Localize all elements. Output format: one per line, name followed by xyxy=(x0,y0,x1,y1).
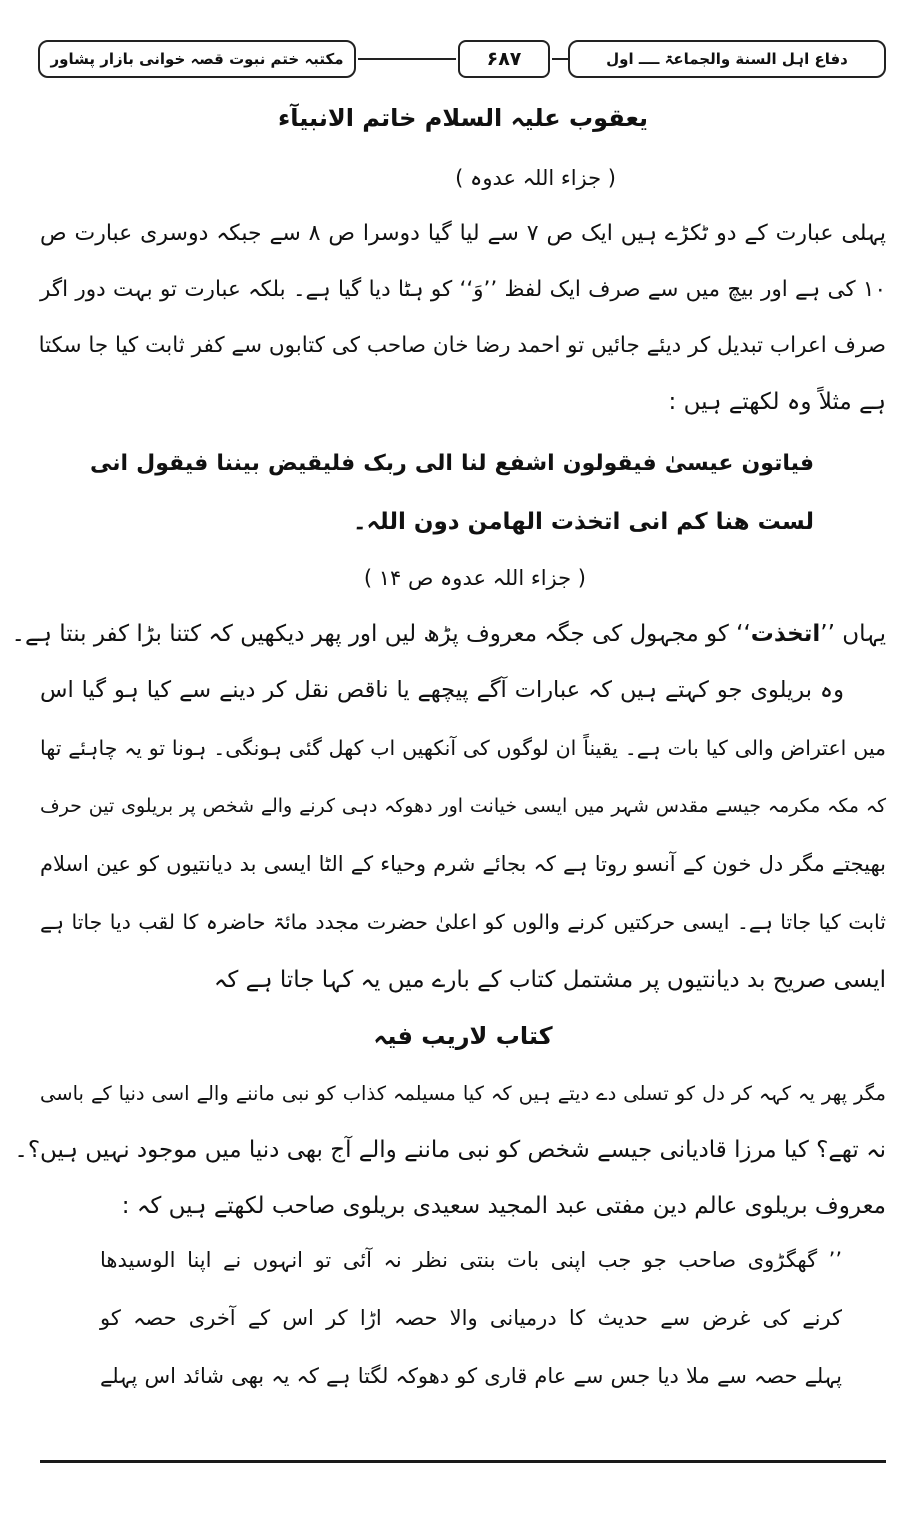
paragraph-line: بھیجتے مگر دل خون کے آنسو روتا ہے کہ بجائے شرم وحیاء کے الٹا ایسی بد دیانتیوں کو عین اسلام xyxy=(40,852,886,876)
reference-citation: ( جزاء اللہ عدوہ ) xyxy=(455,166,616,190)
paragraph-line: وہ بریلوی جو کہتے ہیں کہ عبارات آگے پیچھے یا ناقص نقل کر دینے سے کیا ہو گیا اس xyxy=(40,677,844,703)
paragraph-line: ہے مثلاً وہ لکھتے ہیں : xyxy=(668,389,886,415)
paragraph-line xyxy=(12,614,887,654)
arabic-quote-line: فیاتون عیسیٰ فیقولون اشفع لنا الی ربک فلیقیض بیننا فیقول انی xyxy=(90,451,814,476)
paragraph-line: کہ مکہ مکرمہ جیسے مقدس شہر میں ایسی خیانت اور دھوکہ دہی کرنے والے شخص پر بریلوی تین حرف xyxy=(40,795,886,817)
paragraph-line: معروف بریلوی عالم دین مفتی عبد المجید سعیدی بریلوی صاحب لکھتے ہیں کہ : xyxy=(121,1193,886,1219)
paragraph-line: مگر پھر یہ کہہ کر دل کو تسلی دے دیتے ہیں کہ کیا مسیلمہ کذاب کو نبی ماننے والے اسی دنیا کے باسی xyxy=(40,1082,886,1105)
paragraph-line: صرف اعراب تبدیل کر دیئے جائیں تو احمد رضا خان صاحب کی کتابوں سے کفر ثابت کیا جا سکتا xyxy=(38,333,886,358)
emphasized-word: اتخذت xyxy=(750,621,821,647)
text-segment: یہاں ’’ xyxy=(820,621,886,647)
paragraph-line: نہ تھے؟ کیا مرزا قادیانی جیسے شخص کو نبی ماننے والے آج بھی دنیا میں موجود نہیں ہیں؟۔ xyxy=(14,1137,886,1163)
arabic-quote-line: لست ھنا کم انی اتخذت الھامن دون اللہ۔ xyxy=(353,509,814,535)
paragraph-line: ایسی صریح بد دیانتیوں پر مشتمل کتاب کے بارے میں یہ کہا جاتا ہے کہ xyxy=(213,967,886,993)
paragraph-line: پہلی عبارت کے دو ٹکڑے ہیں ایک ص ۷ سے لیا گیا دوسرا ص ۸ سے جبکہ دوسری عبارت ص xyxy=(40,221,886,246)
section-heading: یعقوب علیہ السلام خاتم الانبیآء xyxy=(277,104,649,132)
text-segment: ‘‘ کو مجہول کی جگہ معروف پڑھ لیں اور پھر دیکھیں کہ کتنا بڑا کفر بنتا ہے۔ xyxy=(11,621,751,647)
quote-line: کرنے کی غرض سے حدیث کا درمیانی والا حصہ اڑا کر اس کے آخری حصہ کو xyxy=(100,1306,842,1330)
page-number: ۶۸۷ xyxy=(486,48,522,70)
reference-citation: ( جزاء اللہ عدوہ ص ۱۴ ) xyxy=(363,566,586,590)
quote-line: پہلے حصہ سے ملا دیا جس سے عام قاری کو دھوکہ لگتا ہے کہ یہ بھی شائد اس پہلے xyxy=(100,1364,842,1388)
header-book-title: دفاع اہل السنة والجماعۃ ــــ اول xyxy=(606,50,848,68)
page-header xyxy=(38,40,886,82)
section-heading: کتاب لاریب فیہ xyxy=(373,1022,553,1050)
quote-line: ’’ گھگڑوی صاحب جو جب اپنی بات بنتی نظر نہ آئی تو انہوں نے اپنا الوسیدھا xyxy=(100,1248,842,1272)
header-divider-line xyxy=(552,58,568,60)
header-divider-line xyxy=(358,58,456,60)
header-publisher-title: مکتبہ ختم نبوت قصہ خوانی بازار پشاور xyxy=(50,50,344,68)
paragraph-line: ثابت کیا جاتا ہے۔ ایسی حرکتیں کرنے والوں کو اعلیٰ حضرت مجدد مائۃ حاضرہ کا لقب دیا جاتا ہے xyxy=(40,910,886,934)
page-number-box xyxy=(458,40,550,78)
paragraph-line: ۱۰ کی ہے اور بیچ میں سے صرف ایک لفظ ’’وَ‘‘ کو ہٹا دیا گیا ہے۔ بلکہ عبارت تو بہت دور اگر xyxy=(40,277,886,302)
header-publisher-box xyxy=(38,40,356,78)
header-book-box xyxy=(568,40,886,78)
paragraph-line: میں اعتراض والی کیا بات ہے۔ یقیناً ان لوگوں کی آنکھیں اب کھل گئی ہونگی۔ ہونا تو یہ چاہئے تھا xyxy=(40,736,886,760)
footer-divider-line xyxy=(40,1460,886,1463)
